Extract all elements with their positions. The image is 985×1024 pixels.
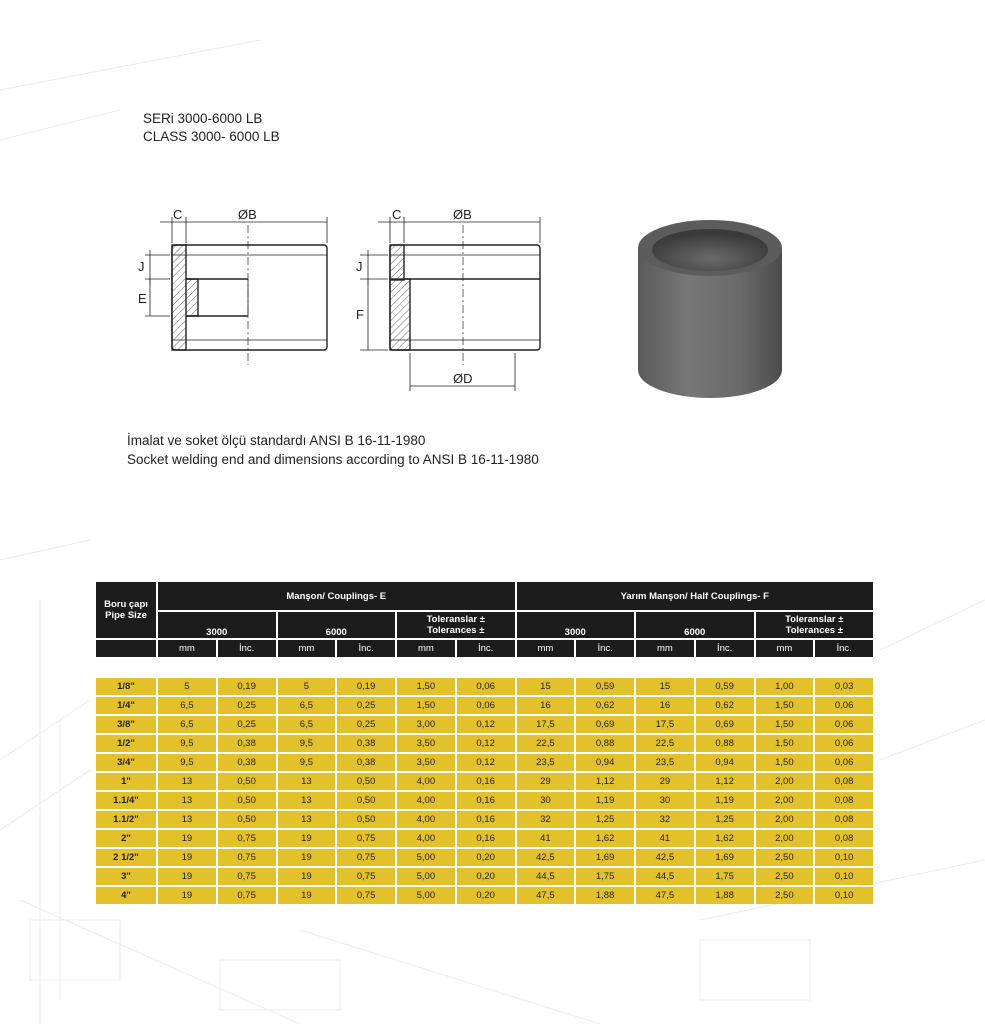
value-cell: 0,75 (337, 830, 395, 847)
value-cell: 0,12 (457, 754, 515, 771)
value-cell: 0,03 (815, 678, 873, 695)
value-cell: 0,88 (576, 735, 634, 752)
value-cell: 19 (158, 868, 216, 885)
pipe-size-cell: 1/2" (96, 735, 156, 752)
value-cell: 0,20 (457, 887, 515, 904)
value-cell: 0,75 (218, 887, 276, 904)
value-cell: 15 (636, 678, 694, 695)
value-cell: 1,12 (696, 773, 754, 790)
value-cell: 0,59 (576, 678, 634, 695)
pipe-size-cell: 3" (96, 868, 156, 885)
value-cell: 2,50 (756, 868, 814, 885)
dim-b-label: ØB (238, 207, 257, 222)
value-cell: 19 (158, 849, 216, 866)
value-cell: 13 (158, 773, 216, 790)
value-cell: 4,00 (397, 773, 455, 790)
dim-f-label: F (356, 307, 364, 322)
value-cell: 2,00 (756, 792, 814, 809)
value-cell: 2,50 (756, 849, 814, 866)
value-cell: 1,50 (756, 716, 814, 733)
half-coupling-3000-header: 3000 (517, 612, 635, 638)
coupling-tolerance-header: Toleranslar ± Tolerances ± (397, 612, 515, 638)
standard-note-tr: İmalat ve soket ölçü standardı ANSI B 16-11-1980 (127, 433, 426, 448)
value-cell: 0,75 (218, 849, 276, 866)
value-cell: 1,25 (576, 811, 634, 828)
value-cell: 2,00 (756, 773, 814, 790)
value-cell: 0,50 (218, 773, 276, 790)
standard-note-en: Socket welding end and dimensions according to ANSI B 16-11-1980 (127, 452, 539, 467)
table-row (96, 735, 873, 752)
coupling-product-photo (630, 210, 790, 405)
table-row (96, 678, 873, 695)
value-cell: 6,5 (158, 716, 216, 733)
value-cell: 0,10 (815, 868, 873, 885)
value-cell: 19 (278, 830, 336, 847)
half-coupling-drawing (390, 225, 540, 365)
value-cell: 0,10 (815, 887, 873, 904)
half-coupling-6000-header: 6000 (636, 612, 754, 638)
value-cell: 1,88 (696, 887, 754, 904)
dimensions-table (94, 580, 875, 906)
table-row (96, 792, 873, 809)
value-cell: 0,16 (457, 830, 515, 847)
value-cell: 0,16 (457, 773, 515, 790)
value-cell: 0,75 (337, 849, 395, 866)
pipe-size-cell: 1" (96, 773, 156, 790)
value-cell: 0,20 (457, 849, 515, 866)
value-cell: 0,12 (457, 716, 515, 733)
value-cell: 0,50 (337, 811, 395, 828)
pipe-size-cell: 2 1/2" (96, 849, 156, 866)
value-cell: 47,5 (636, 887, 694, 904)
value-cell: 1,00 (756, 678, 814, 695)
value-cell: 3,50 (397, 754, 455, 771)
value-cell: 6,5 (278, 716, 336, 733)
value-cell: 1,19 (576, 792, 634, 809)
value-cell: 42,5 (517, 849, 575, 866)
value-cell: 0,75 (218, 830, 276, 847)
unit-mm: mm (636, 640, 694, 657)
value-cell: 0,38 (337, 735, 395, 752)
value-cell: 0,06 (457, 697, 515, 714)
value-cell: 9,5 (158, 735, 216, 752)
value-cell: 0,25 (337, 716, 395, 733)
unit-mm: mm (756, 640, 814, 657)
value-cell: 5,00 (397, 849, 455, 866)
coupling-3000-header: 3000 (158, 612, 276, 638)
value-cell: 0,06 (815, 716, 873, 733)
value-cell: 13 (278, 792, 336, 809)
series-line-tr: SERi 3000-6000 LB (143, 111, 263, 126)
value-cell: 1,19 (696, 792, 754, 809)
value-cell: 41 (517, 830, 575, 847)
value-cell: 0,94 (696, 754, 754, 771)
series-title (143, 110, 280, 146)
dim-d-label: ØD (453, 371, 473, 386)
couplings-group-header: Manşon/ Couplings- E (158, 582, 515, 610)
series-line-en: CLASS 3000- 6000 LB (143, 129, 280, 144)
value-cell: 23,5 (517, 754, 575, 771)
value-cell: 0,69 (696, 716, 754, 733)
coupling-technical-drawing (120, 195, 560, 395)
table-row (96, 697, 873, 714)
value-cell: 0,16 (457, 792, 515, 809)
value-cell: 1,75 (576, 868, 634, 885)
coupling-6000-header: 6000 (278, 612, 396, 638)
value-cell: 3,50 (397, 735, 455, 752)
half-coupling-tolerance-header: Toleranslar ± Tolerances ± (756, 612, 874, 638)
value-cell: 6,5 (158, 697, 216, 714)
value-cell: 1,50 (756, 697, 814, 714)
value-cell: 4,00 (397, 811, 455, 828)
value-cell: 17,5 (517, 716, 575, 733)
value-cell: 22,5 (517, 735, 575, 752)
pipe-size-cell: 1/4" (96, 697, 156, 714)
value-cell: 44,5 (636, 868, 694, 885)
value-cell: 30 (517, 792, 575, 809)
value-cell: 0,10 (815, 849, 873, 866)
dim-c-label-right: C (392, 207, 402, 222)
value-cell: 5,00 (397, 868, 455, 885)
value-cell: 15 (517, 678, 575, 695)
value-cell: 5 (158, 678, 216, 695)
pipe-size-cell: 3/4" (96, 754, 156, 771)
value-cell: 0,25 (218, 716, 276, 733)
table-body (96, 678, 873, 904)
table-header-row-1 (96, 582, 873, 610)
unit-mm: mm (278, 640, 336, 657)
value-cell: 0,08 (815, 811, 873, 828)
value-cell: 47,5 (517, 887, 575, 904)
table-row (96, 887, 873, 904)
value-cell: 0,59 (696, 678, 754, 695)
value-cell: 9,5 (278, 754, 336, 771)
pipe-size-cell: 1.1/4" (96, 792, 156, 809)
table-row (96, 773, 873, 790)
value-cell: 0,06 (815, 754, 873, 771)
value-cell: 2,00 (756, 830, 814, 847)
value-cell: 13 (158, 811, 216, 828)
value-cell: 0,50 (218, 792, 276, 809)
value-cell: 2,00 (756, 811, 814, 828)
value-cell: 1,50 (756, 735, 814, 752)
unit-spacer (96, 640, 156, 657)
value-cell: 0,06 (815, 735, 873, 752)
value-cell: 0,08 (815, 773, 873, 790)
value-cell: 4,00 (397, 830, 455, 847)
value-cell: 0,50 (337, 773, 395, 790)
value-cell: 44,5 (517, 868, 575, 885)
value-cell: 0,50 (337, 792, 395, 809)
value-cell: 29 (636, 773, 694, 790)
value-cell: 29 (517, 773, 575, 790)
table-row (96, 754, 873, 771)
value-cell: 9,5 (278, 735, 336, 752)
value-cell: 0,06 (815, 697, 873, 714)
unit-inc: İnc. (218, 640, 276, 657)
dim-c-label: C (173, 207, 183, 222)
unit-mm: mm (397, 640, 455, 657)
value-cell: 19 (278, 887, 336, 904)
pipe-size-cell: 4" (96, 887, 156, 904)
value-cell: 41 (636, 830, 694, 847)
dim-e-label: E (138, 291, 147, 306)
value-cell: 19 (158, 830, 216, 847)
value-cell: 5 (278, 678, 336, 695)
value-cell: 16 (517, 697, 575, 714)
dim-b-label-right: ØB (453, 207, 472, 222)
unit-inc: İnc. (696, 640, 754, 657)
table-row (96, 716, 873, 733)
value-cell: 6,5 (278, 697, 336, 714)
value-cell: 0,69 (576, 716, 634, 733)
value-cell: 0,88 (696, 735, 754, 752)
pipe-size-header: Boru çapı Pipe Size (96, 582, 156, 638)
value-cell: 19 (158, 887, 216, 904)
value-cell: 1,50 (397, 678, 455, 695)
value-cell: 0,16 (457, 811, 515, 828)
value-cell: 30 (636, 792, 694, 809)
value-cell: 13 (278, 811, 336, 828)
value-cell: 1,88 (576, 887, 634, 904)
value-cell: 42,5 (636, 849, 694, 866)
value-cell: 0,38 (337, 754, 395, 771)
value-cell: 0,08 (815, 792, 873, 809)
value-cell: 0,38 (218, 754, 276, 771)
value-cell: 19 (278, 868, 336, 885)
value-cell: 3,00 (397, 716, 455, 733)
value-cell: 0,25 (218, 697, 276, 714)
value-cell: 32 (636, 811, 694, 828)
value-cell: 0,62 (696, 697, 754, 714)
value-cell: 13 (158, 792, 216, 809)
standard-note (127, 431, 539, 469)
value-cell: 5,00 (397, 887, 455, 904)
value-cell: 1,25 (696, 811, 754, 828)
value-cell: 1,62 (576, 830, 634, 847)
value-cell: 17,5 (636, 716, 694, 733)
pipe-size-cell: 2" (96, 830, 156, 847)
unit-mm: mm (158, 640, 216, 657)
value-cell: 0,08 (815, 830, 873, 847)
value-cell: 0,12 (457, 735, 515, 752)
dim-j-label: J (138, 259, 145, 274)
value-cell: 23,5 (636, 754, 694, 771)
value-cell: 0,75 (337, 887, 395, 904)
half-couplings-group-header: Yarım Manşon/ Half Couplings- F (517, 582, 874, 610)
value-cell: 1,69 (696, 849, 754, 866)
value-cell: 0,06 (457, 678, 515, 695)
value-cell: 1,62 (696, 830, 754, 847)
value-cell: 0,62 (576, 697, 634, 714)
value-cell: 0,19 (337, 678, 395, 695)
pipe-size-cell: 3/8" (96, 716, 156, 733)
value-cell: 19 (278, 849, 336, 866)
value-cell: 0,75 (337, 868, 395, 885)
value-cell: 1,50 (756, 754, 814, 771)
value-cell: 2,50 (756, 887, 814, 904)
coupling-drawing (172, 225, 327, 365)
value-cell: 1,75 (696, 868, 754, 885)
unit-inc: İnc. (576, 640, 634, 657)
unit-inc: İnc. (337, 640, 395, 657)
value-cell: 4,00 (397, 792, 455, 809)
table-row (96, 849, 873, 866)
value-cell: 32 (517, 811, 575, 828)
unit-mm: mm (517, 640, 575, 657)
table-row (96, 868, 873, 885)
table-row (96, 830, 873, 847)
pipe-size-cell: 1.1/2" (96, 811, 156, 828)
value-cell: 0,50 (218, 811, 276, 828)
value-cell: 0,94 (576, 754, 634, 771)
value-cell: 0,75 (218, 868, 276, 885)
value-cell: 0,25 (337, 697, 395, 714)
unit-inc: İnc. (457, 640, 515, 657)
table-row (96, 811, 873, 828)
table-units-row (96, 640, 873, 657)
value-cell: 0,19 (218, 678, 276, 695)
value-cell: 1,50 (397, 697, 455, 714)
value-cell: 0,38 (218, 735, 276, 752)
unit-inc: İnc. (815, 640, 873, 657)
value-cell: 13 (278, 773, 336, 790)
table-gap (96, 659, 873, 676)
dim-j-label-right: J (356, 259, 363, 274)
value-cell: 0,20 (457, 868, 515, 885)
value-cell: 1,12 (576, 773, 634, 790)
value-cell: 9,5 (158, 754, 216, 771)
value-cell: 1,69 (576, 849, 634, 866)
table-header-row-2 (96, 612, 873, 638)
pipe-size-cell: 1/8" (96, 678, 156, 695)
value-cell: 16 (636, 697, 694, 714)
value-cell: 22,5 (636, 735, 694, 752)
